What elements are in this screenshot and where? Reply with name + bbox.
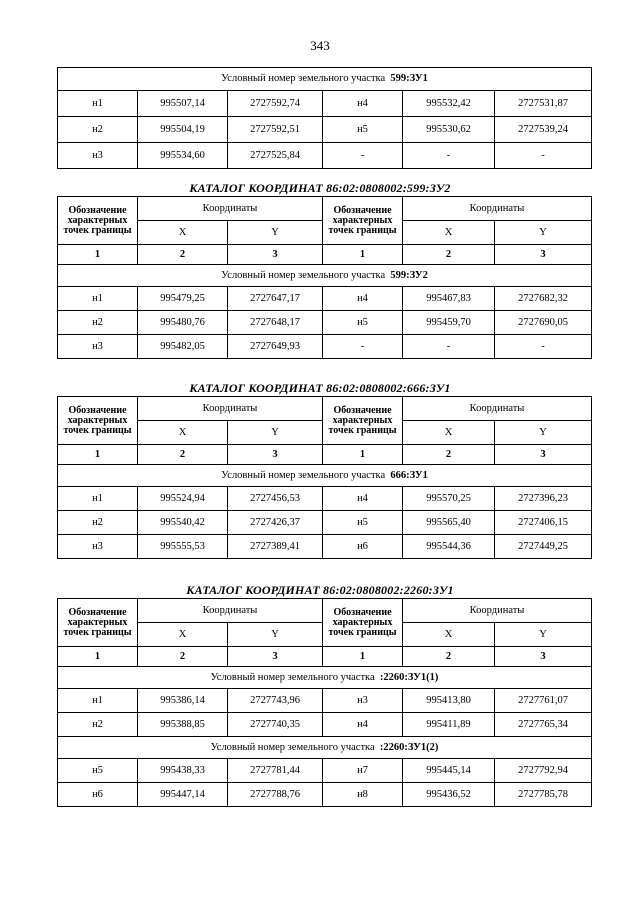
catalog-title-599-zu2: КАТАЛОГ КООРДИНАТ 86:02:0808002:599:ЗУ2 <box>189 181 451 195</box>
cell: 995459,70 <box>403 311 495 335</box>
cell: 995411,89 <box>403 713 495 737</box>
cell: 2727781,44 <box>228 759 323 783</box>
parcel-code: 599:ЗУ2 <box>390 269 428 281</box>
cell: 2727743,96 <box>228 689 323 713</box>
cell: 2727449,25 <box>495 535 592 559</box>
header-num-1: 1 <box>323 245 403 265</box>
header-num-3: 3 <box>228 445 323 465</box>
table-row <box>58 143 592 169</box>
header-designation: Обозначение характерных точек границы <box>58 599 138 647</box>
cell: 995534,60 <box>138 143 228 169</box>
header-num-2: 2 <box>138 647 228 667</box>
parcel-code: :2260:ЗУ1(1) <box>379 671 439 683</box>
cell: н1 <box>58 287 138 311</box>
cell: н3 <box>58 143 138 169</box>
header-num-2: 2 <box>403 245 495 265</box>
cell: 2727389,41 <box>228 535 323 559</box>
table-row <box>58 91 592 117</box>
header-x: X <box>403 221 495 245</box>
catalog-title-666-zu1: КАТАЛОГ КООРДИНАТ 86:02:0808002:666:ЗУ1 <box>189 381 451 395</box>
header-num-3: 3 <box>495 647 592 667</box>
cell: 995565,40 <box>403 511 495 535</box>
cell: н8 <box>323 783 403 807</box>
table-row <box>58 117 592 143</box>
cell: 995532,42 <box>403 91 495 117</box>
cell: 2727525,84 <box>228 143 323 169</box>
cell: 995482,05 <box>138 335 228 359</box>
cell: 2727406,15 <box>495 511 592 535</box>
coordinates-table-599-zu1 <box>57 67 592 169</box>
header-coordinates: Координаты <box>403 599 592 623</box>
cell: 995445,14 <box>403 759 495 783</box>
cell: н1 <box>58 91 138 117</box>
table-row <box>58 783 592 807</box>
header-coordinates: Координаты <box>138 599 323 623</box>
cell: н5 <box>323 511 403 535</box>
header-num-3: 3 <box>228 647 323 667</box>
header-x: X <box>138 623 228 647</box>
header-designation: Обозначение характерных точек границы <box>58 197 138 245</box>
header-x: X <box>403 421 495 445</box>
cell: 995524,94 <box>138 487 228 511</box>
cell: 2727648,17 <box>228 311 323 335</box>
parcel-label-row <box>58 68 592 91</box>
header-designation: Обозначение характерных точек границы <box>323 197 403 245</box>
table-row <box>58 311 592 335</box>
cell: н7 <box>323 759 403 783</box>
header-coordinates: Координаты <box>138 397 323 421</box>
cell: 995436,52 <box>403 783 495 807</box>
cell: н2 <box>58 713 138 737</box>
cell: 995479,25 <box>138 287 228 311</box>
cell: 995570,25 <box>403 487 495 511</box>
parcel-label-row <box>58 737 592 759</box>
page-number: 343 <box>310 38 330 53</box>
header-y: Y <box>228 623 323 647</box>
header-num-3: 3 <box>495 245 592 265</box>
header-num-2: 2 <box>138 245 228 265</box>
header-y: Y <box>228 221 323 245</box>
cell: н5 <box>58 759 138 783</box>
parcel-label-row <box>58 667 592 689</box>
cell: 995540,42 <box>138 511 228 535</box>
cell: - <box>495 143 592 169</box>
cell: 995555,53 <box>138 535 228 559</box>
coordinates-table-599-zu2 <box>57 196 592 359</box>
table-row <box>58 511 592 535</box>
cell: 2727531,87 <box>495 91 592 117</box>
cell: 995507,14 <box>138 91 228 117</box>
cell: 995388,85 <box>138 713 228 737</box>
coordinates-table-2260-zu1 <box>57 598 592 807</box>
coordinates-table-666-zu1 <box>57 396 592 559</box>
cell: - <box>403 143 495 169</box>
cell: 995467,83 <box>403 287 495 311</box>
parcel-label-text: Условный номер земельного участка <box>221 269 386 281</box>
cell: 2727539,24 <box>495 117 592 143</box>
cell: 995544,36 <box>403 535 495 559</box>
table-row <box>58 689 592 713</box>
cell: - <box>323 143 403 169</box>
cell: н1 <box>58 487 138 511</box>
header-y: Y <box>495 221 592 245</box>
cell: 2727592,51 <box>228 117 323 143</box>
table-row <box>58 487 592 511</box>
cell: 2727426,37 <box>228 511 323 535</box>
cell: н6 <box>323 535 403 559</box>
cell: 2727396,23 <box>495 487 592 511</box>
parcel-code: 599:ЗУ1 <box>390 73 428 85</box>
parcel-label-row <box>58 265 592 287</box>
header-designation: Обозначение характерных точек границы <box>323 599 403 647</box>
cell: 995480,76 <box>138 311 228 335</box>
header-coordinates: Координаты <box>403 197 592 221</box>
cell: 2727761,07 <box>495 689 592 713</box>
cell: н2 <box>58 511 138 535</box>
table-row <box>58 759 592 783</box>
parcel-label-row <box>58 465 592 487</box>
cell: 2727740,35 <box>228 713 323 737</box>
cell: 995413,80 <box>403 689 495 713</box>
cell: н4 <box>323 713 403 737</box>
header-num-1: 1 <box>58 445 138 465</box>
table-row <box>58 335 592 359</box>
cell: 2727682,32 <box>495 287 592 311</box>
cell: н1 <box>58 689 138 713</box>
header-coordinates: Координаты <box>138 197 323 221</box>
header-num-1: 1 <box>323 647 403 667</box>
header-x: X <box>138 421 228 445</box>
header-num-1: 1 <box>58 647 138 667</box>
cell: н2 <box>58 311 138 335</box>
cell: - <box>323 335 403 359</box>
cell: н4 <box>323 91 403 117</box>
header-num-3: 3 <box>495 445 592 465</box>
parcel-label-text: Условный номер земельного участка <box>221 469 386 481</box>
cell: н3 <box>58 335 138 359</box>
header-num-1: 1 <box>323 445 403 465</box>
header-designation: Обозначение характерных точек границы <box>58 397 138 445</box>
cell: н4 <box>323 287 403 311</box>
header-x: X <box>138 221 228 245</box>
header-y: Y <box>495 623 592 647</box>
header-num-2: 2 <box>403 445 495 465</box>
cell: 2727592,74 <box>228 91 323 117</box>
parcel-code: :2260:ЗУ1(2) <box>379 741 439 753</box>
cell: 2727690,05 <box>495 311 592 335</box>
cell: - <box>495 335 592 359</box>
cell: 995386,14 <box>138 689 228 713</box>
cell: 2727649,93 <box>228 335 323 359</box>
header-y: Y <box>495 421 592 445</box>
cell: н4 <box>323 487 403 511</box>
cell: 995447,14 <box>138 783 228 807</box>
cell: 2727765,34 <box>495 713 592 737</box>
header-designation: Обозначение характерных точек границы <box>323 397 403 445</box>
parcel-label-text: Условный номер земельного участка <box>210 671 375 683</box>
cell: н3 <box>58 535 138 559</box>
table-row <box>58 287 592 311</box>
cell: н2 <box>58 117 138 143</box>
cell: н6 <box>58 783 138 807</box>
cell: 2727456,53 <box>228 487 323 511</box>
parcel-label-text: Условный номер земельного участка <box>210 741 375 753</box>
cell: 995504,19 <box>138 117 228 143</box>
cell: 2727788,76 <box>228 783 323 807</box>
header-coordinates: Координаты <box>403 397 592 421</box>
header-num-1: 1 <box>58 245 138 265</box>
catalog-title-2260-zu1: КАТАЛОГ КООРДИНАТ 86:02:0808002:2260:ЗУ1 <box>186 583 454 597</box>
cell: - <box>403 335 495 359</box>
table-row <box>58 713 592 737</box>
cell: 2727785,78 <box>495 783 592 807</box>
header-num-2: 2 <box>403 647 495 667</box>
table-row <box>58 535 592 559</box>
parcel-label-text: Условный номер земельного участка <box>221 73 386 85</box>
cell: н5 <box>323 311 403 335</box>
cell: 995530,62 <box>403 117 495 143</box>
cell: н3 <box>323 689 403 713</box>
cell: 2727647,17 <box>228 287 323 311</box>
parcel-code: 666:ЗУ1 <box>390 469 428 481</box>
header-num-3: 3 <box>228 245 323 265</box>
header-y: Y <box>228 421 323 445</box>
header-x: X <box>403 623 495 647</box>
cell: 2727792,94 <box>495 759 592 783</box>
cell: 995438,33 <box>138 759 228 783</box>
cell: н5 <box>323 117 403 143</box>
header-num-2: 2 <box>138 445 228 465</box>
